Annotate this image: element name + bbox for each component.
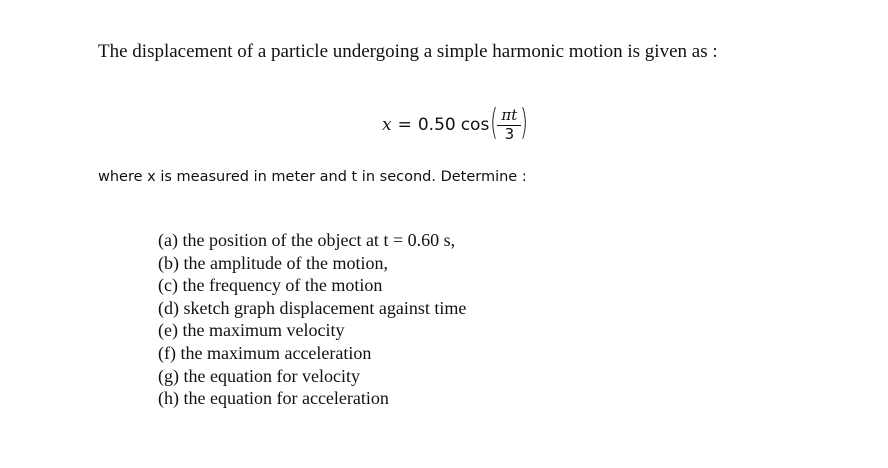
question-letter: (b) (158, 252, 179, 273)
question-letter: (e) (158, 320, 178, 341)
equation-close-paren: ) (520, 102, 529, 143)
problem-intro: The displacement of a particle undergoing a simple harmonic motion is given as : (98, 41, 718, 62)
question-text: the frequency of the motion (182, 275, 383, 296)
question-item (158, 274, 466, 297)
equation-coefficient: 0.50 (417, 115, 456, 135)
question-item (158, 387, 466, 410)
question-item (158, 252, 466, 275)
where-statement: where x is measured in meter and t in second. Determine : (98, 169, 527, 185)
displacement-equation (382, 98, 531, 152)
fraction-denominator: 3 (504, 124, 515, 143)
question-letter: (g) (158, 365, 179, 386)
question-text: the maximum velocity (182, 320, 345, 341)
question-text: the position of the object at t = 0.60 s, (182, 230, 456, 250)
question-list (158, 229, 466, 410)
question-letter: (h) (158, 388, 179, 409)
question-text: the equation for acceleration (183, 388, 389, 409)
equation-fraction (497, 105, 521, 143)
question-text: the maximum acceleration (180, 342, 372, 363)
question-item (158, 229, 466, 252)
fraction-numerator: πt (501, 105, 518, 124)
question-item (158, 297, 466, 320)
equation-open-paren: ( (490, 102, 499, 143)
question-text: the amplitude of the motion, (183, 252, 388, 273)
equation-variable: x (382, 115, 392, 135)
question-letter: (f) (158, 342, 176, 363)
equation-equals: = (397, 115, 412, 135)
equation-function: cos (460, 115, 490, 135)
question-text: the equation for velocity (183, 365, 360, 386)
question-item (158, 319, 466, 342)
question-letter: (d) (158, 297, 179, 318)
question-item (158, 365, 466, 388)
question-letter: (a) (158, 230, 178, 250)
question-text: sketch graph displacement against time (183, 297, 467, 318)
question-item (158, 342, 466, 365)
question-letter: (c) (158, 275, 178, 296)
